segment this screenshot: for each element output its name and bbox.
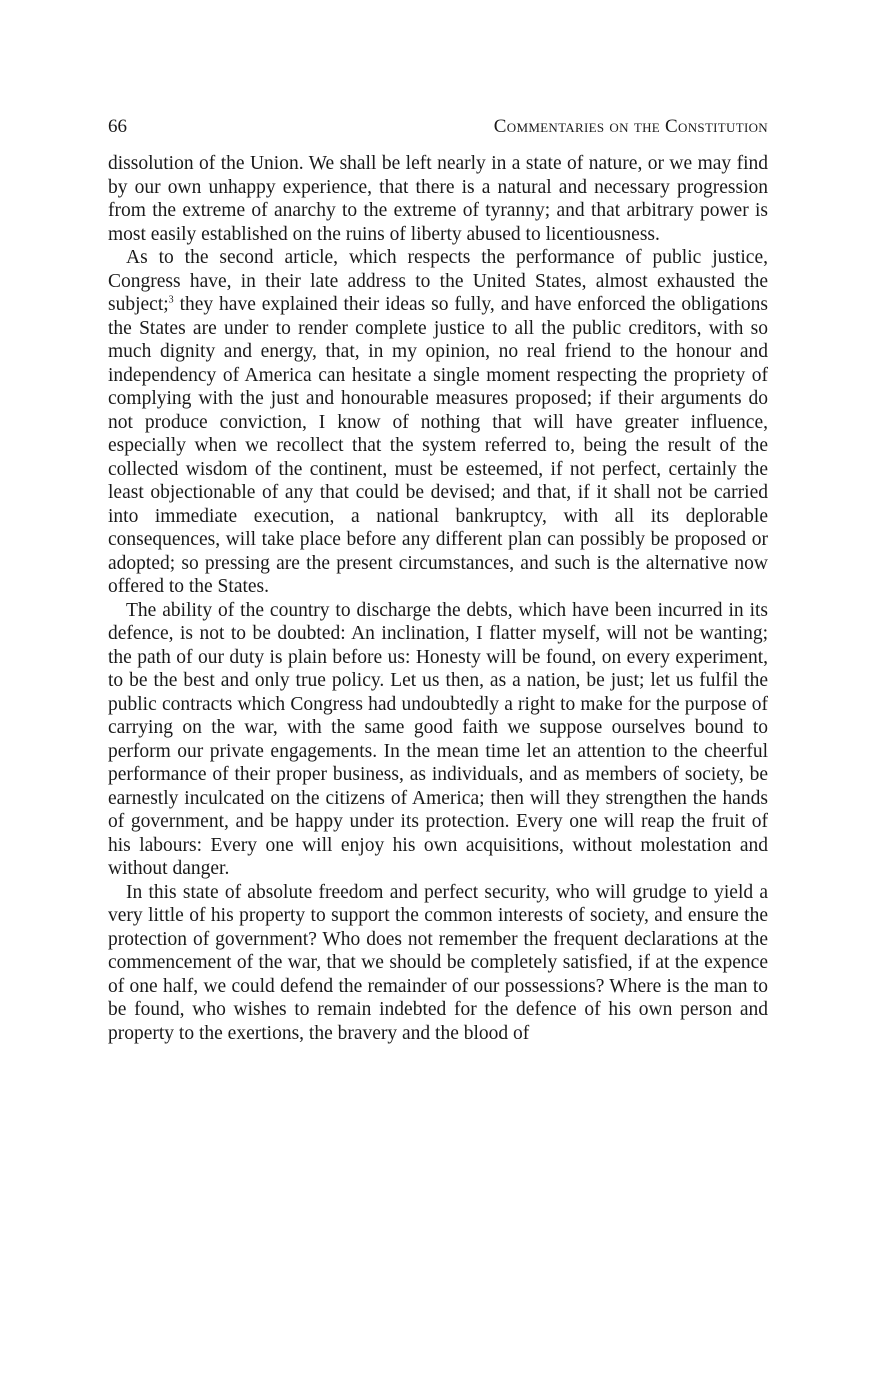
running-head <box>108 110 768 144</box>
footnote-reference: 3 <box>168 294 174 306</box>
paragraph-2-text: As to the second article, which respects the performance of public justice, Congress have, in their late address to the United States, almost exhausted the subject; <box>108 247 768 315</box>
paragraph-4: In this state of absolute freedom and perfect security, who will grudge to yield a very little of his property to support the common interests of society, and ensure the protection of government? Who does not remember the frequent declarations at the commencement of the war, that we should be completely satisfied, if at the expence of one half, we could defend the remainder of our possessions? Where is the man to be found, who wishes to remain indebted for the defence of his own person and property to the exertions, the bravery and the blood of <box>108 881 768 1044</box>
document-page <box>108 110 768 1045</box>
body-text <box>108 152 768 1045</box>
page-number: 66 <box>108 116 127 137</box>
paragraph-2 <box>108 246 768 599</box>
running-title: Commentaries on the Constitution <box>493 116 768 137</box>
paragraph-3: The ability of the country to discharge the debts, which have been incurred in its defence, is not to be doubted: An inclination, I flatter myself, will not be wanting; the path of our duty is plain before us: Honesty will be found, on every experiment, to be the best and only true policy. Let us then, as a nation, be just; let us fulfil the public contracts which Congress had undoubtedly a right to make for the purpose of carrying on the war, with the same good faith we suppose ourselves bound to perform our private engagements. In the mean time let an attention to the cheerful performance of their proper business, as individuals, and as members of society, be earnestly inculcated on the citizens of America; then will they strengthen the hands of government, and be happy under its protection. Every one will reap the fruit of his labours: Every one will enjoy his own acquisitions, without molestation and without danger. <box>108 599 768 879</box>
paragraph-1: dissolution of the Union. We shall be left nearly in a state of nature, or we may find by our own unhappy experience, that there is a natural and necessary progression from the extreme of anarchy to the extreme of tyranny; and that arbitrary power is most easily established on the ruins of liberty abused to licentiousness. <box>108 153 768 245</box>
paragraph-2-text-continued: they have explained their ideas so fully, and have enforced the obligations the States are under to render complete justice to all the public creditors, with so much dignity and energy, that, in my opinion, no real friend to the honour and independency of America can hesitate a single moment respecting the propriety of complying with the just and honourable measures proposed; if their arguments do not produce conviction, I know of nothing that will have greater influence, especially when we recollect that the system referred to, being the result of the collected wisdom of the continent, must be esteemed, if not perfect, certainly the least objectionable of any that could be devised; and that, if it shall not be carried into immediate execution, a national bankruptcy, with all its deplorable consequences, will take place before any different plan can possibly be proposed or adopted; so pressing are the present circumstances, and such is the alternative now offered to the States. <box>108 294 768 597</box>
